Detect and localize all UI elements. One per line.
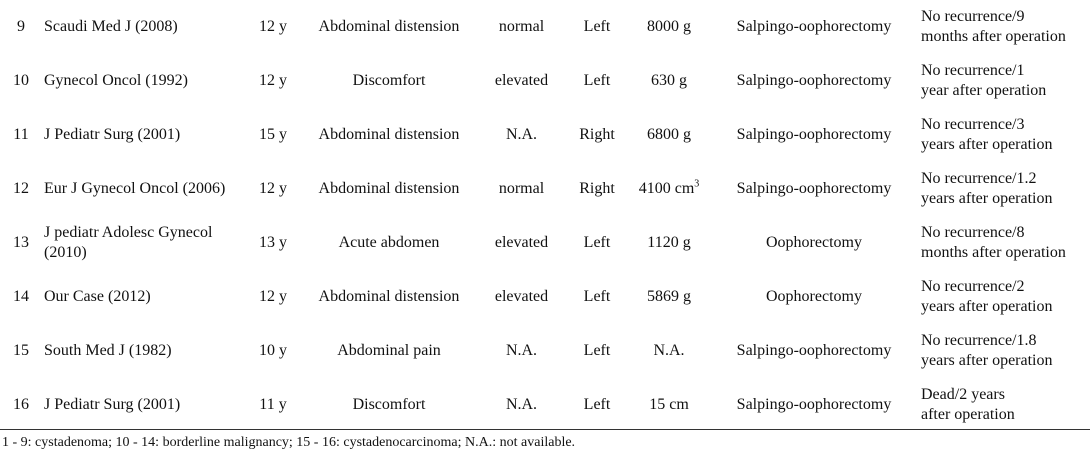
outcome-line-2: years after operation [921,352,1053,369]
journal-cell: J Pediatr Surg (2001) [44,396,181,413]
tumor-marker-cell: N.A. [505,126,538,143]
outcome-cell [915,0,1090,54]
outcome-line-1: No recurrence/1.8 [921,332,1037,349]
side-cell: Left [583,234,611,251]
age-cell: 12 y [259,288,287,305]
outcome-line-2: years after operation [921,136,1053,153]
symptom-cell: Discomfort [352,72,426,89]
tumor-size-value: 6800 g [647,126,691,143]
table-row [0,108,1090,162]
surgery-cell: Salpingo-oophorectomy [736,396,892,413]
age-cell: 10 y [259,342,287,359]
outcome-cell [915,216,1090,270]
journal-cell: Eur J Gynecol Oncol (2006) [44,180,226,197]
table-footnote: 1 - 9: cystadenoma; 10 - 14: borderline malignancy; 15 - 16: cystadenocarcinoma; N.A.: not available. [2,435,576,450]
tumor-marker-cell: N.A. [505,342,538,359]
tumor-size-value: 15 cm [649,396,689,413]
table-row [0,0,1090,54]
tumor-size-value: N.A. [653,342,685,359]
journal-cell: Our Case (2012) [44,288,151,305]
case-number-cell: 9 [17,18,25,35]
age-cell: 12 y [259,18,287,35]
symptom-cell: Abdominal pain [337,342,441,359]
tumor-size-cell [625,216,713,270]
tumor-marker-cell: normal [498,18,545,35]
age-cell: 12 y [259,72,287,89]
tumor-size-cell [625,0,713,54]
tumor-marker-cell: elevated [494,72,549,89]
side-cell: Left [583,72,611,89]
tumor-size-unit-superscript: 3 [694,178,700,190]
tumor-size-cell [625,54,713,108]
journal-cell: Gynecol Oncol (1992) [44,72,188,89]
case-number-cell: 13 [13,234,29,251]
outcome-line-1: No recurrence/1.2 [921,170,1037,187]
case-number-cell: 12 [13,180,29,197]
age-cell: 15 y [259,126,287,143]
symptom-cell: Abdominal distension [318,18,460,35]
side-cell: Left [583,396,611,413]
age-cell: 12 y [259,180,287,197]
outcome-line-1: No recurrence/8 [921,224,1025,241]
outcome-cell [915,162,1090,216]
case-number-cell: 16 [13,396,29,413]
side-cell: Left [583,18,611,35]
outcome-line-2: months after operation [921,244,1066,261]
symptom-cell: Abdominal distension [318,288,460,305]
case-number-cell: 14 [13,288,29,305]
tumor-size-value: 5869 g [647,288,691,305]
outcome-line-1: No recurrence/2 [921,278,1025,295]
case-number-cell: 10 [13,72,29,89]
outcome-line-2: after operation [921,406,1015,423]
table-row [0,54,1090,108]
tumor-size-cell [625,378,713,432]
side-cell: Left [583,342,611,359]
symptom-cell: Acute abdomen [338,234,440,251]
case-number-cell: 15 [13,342,29,359]
surgery-cell: Oophorectomy [766,288,862,305]
symptom-cell: Discomfort [352,396,426,413]
outcome-line-1: Dead/2 years [921,386,1005,403]
tumor-marker-cell: normal [498,180,545,197]
journal-cell: J pediatr Adolesc Gynecol (2010) [44,224,213,261]
outcome-line-2: years after operation [921,298,1053,315]
surgery-cell: Salpingo-oophorectomy [736,180,892,197]
tumor-size-cell [625,324,713,378]
table-row [0,378,1090,432]
surgery-cell: Salpingo-oophorectomy [736,126,892,143]
table-bottom-rule [0,429,1090,430]
symptom-cell: Abdominal distension [318,180,460,197]
surgery-cell: Oophorectomy [766,234,862,251]
side-cell: Right [579,180,615,197]
journal-cell: South Med J (1982) [44,342,172,359]
side-cell: Left [583,288,611,305]
outcome-cell [915,324,1090,378]
journal-cell: J Pediatr Surg (2001) [44,126,181,143]
tumor-size-cell [625,270,713,324]
tumor-marker-cell: N.A. [505,396,538,413]
outcome-line-1: No recurrence/1 [921,62,1025,79]
tumor-size-cell [625,162,713,216]
journal-cell: Scaudi Med J (2008) [44,18,178,35]
case-number-cell: 11 [13,126,29,143]
tumor-size-cell [625,108,713,162]
tumor-marker-cell: elevated [494,288,549,305]
tumor-size-value: 1120 g [647,234,691,251]
outcome-line-2: year after operation [921,82,1047,99]
outcome-cell [915,378,1090,432]
age-cell: 11 y [259,396,287,413]
surgery-cell: Salpingo-oophorectomy [736,342,892,359]
symptom-cell: Abdominal distension [318,126,460,143]
tumor-size-value: 630 g [651,72,687,89]
outcome-cell [915,108,1090,162]
side-cell: Right [579,126,615,143]
age-cell: 13 y [259,234,287,251]
table-row [0,324,1090,378]
table-row [0,270,1090,324]
outcome-cell [915,270,1090,324]
table-row [0,216,1090,270]
tumor-marker-cell: elevated [494,234,549,251]
surgery-cell: Salpingo-oophorectomy [736,18,892,35]
table-row [0,162,1090,216]
outcome-line-1: No recurrence/9 [921,8,1025,25]
outcome-cell [915,54,1090,108]
outcome-line-2: years after operation [921,190,1053,207]
outcome-line-1: No recurrence/3 [921,116,1025,133]
tumor-size-value: 8000 g [647,18,691,35]
tumor-size-value: 4100 cm [638,180,695,197]
outcome-line-2: months after operation [921,28,1066,45]
surgery-cell: Salpingo-oophorectomy [736,72,892,89]
